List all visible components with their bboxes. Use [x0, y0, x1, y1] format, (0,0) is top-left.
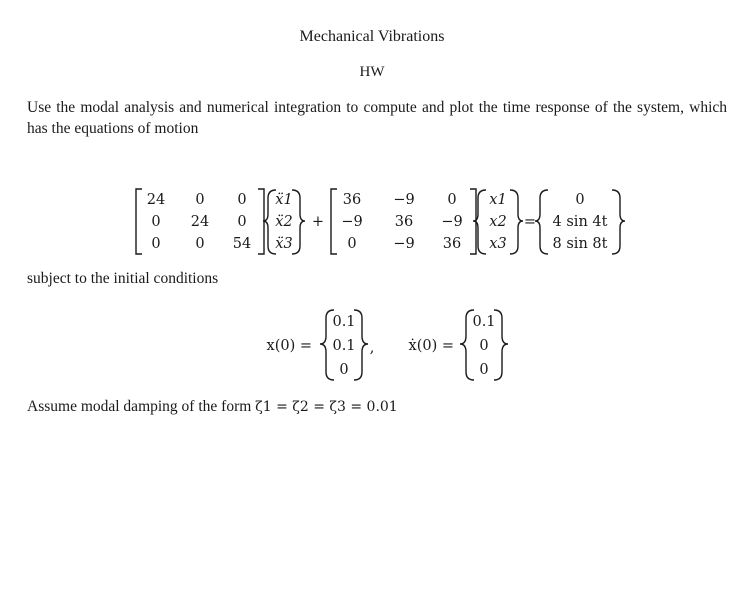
matrix-cell: −9	[393, 236, 415, 252]
vector-entry: x3	[489, 236, 507, 252]
intro-paragraph: Use the modal analysis and numerical integration to compute and plot the time response of the system, which has the equations of motion	[27, 99, 727, 137]
matrix-cell: 0	[237, 192, 247, 208]
matrix-cell: 54	[232, 236, 252, 252]
stiffness-matrix-left-bracket	[331, 189, 337, 254]
vector-entry: x2	[489, 214, 507, 230]
displacement-right-brace	[510, 190, 523, 254]
matrix-cell: 24	[146, 192, 166, 208]
acceleration-vector	[275, 192, 292, 252]
subject-text: subject to the initial conditions	[27, 270, 219, 287]
displacement-vector	[489, 192, 506, 252]
stiffness-matrix	[341, 192, 462, 252]
x0-right-brace	[354, 310, 368, 380]
vector-entry: ẍ2	[275, 214, 293, 230]
mass-matrix	[147, 192, 251, 252]
force-right-brace	[612, 190, 625, 254]
document-subtitle: HW	[359, 64, 385, 80]
vector-entry: 8 sin 8t	[552, 236, 608, 252]
vector-entry: 0.1	[472, 314, 496, 330]
mass-matrix-left-bracket	[136, 189, 142, 254]
damping-sentence	[27, 398, 398, 416]
matrix-cell: 0	[447, 192, 457, 208]
matrix-cell: −9	[441, 214, 463, 230]
matrix-cell: −9	[393, 192, 415, 208]
force-vector	[553, 192, 608, 252]
force-left-brace	[535, 190, 548, 254]
equation-of-motion	[0, 176, 744, 268]
matrix-cell: 0	[151, 214, 161, 230]
matrix-cell: 36	[342, 192, 362, 208]
matrix-cell: 0	[237, 214, 247, 230]
v0-label: ẋ(0) =	[408, 338, 454, 354]
vector-entry: x1	[489, 192, 507, 208]
matrix-cell: −9	[341, 214, 363, 230]
acceleration-right-brace	[292, 190, 305, 254]
matrix-cell: 0	[195, 236, 205, 252]
damping-text: Assume modal damping of the form	[27, 398, 252, 415]
vector-entry: 4 sin 4t	[552, 214, 608, 230]
vector-entry: 0	[575, 192, 585, 208]
separator-comma: ,	[369, 340, 375, 356]
vector-entry: 0	[339, 362, 349, 378]
vector-entry: ẍ3	[275, 236, 293, 252]
plus-sign: +	[311, 214, 325, 230]
v0-vector	[472, 314, 495, 378]
vector-entry: 0.1	[332, 314, 356, 330]
document-title: Mechanical Vibrations	[299, 28, 445, 45]
matrix-cell: 36	[394, 214, 414, 230]
initial-conditions	[0, 300, 744, 392]
matrix-cell: 0	[195, 192, 205, 208]
vector-entry: ẍ1	[275, 192, 293, 208]
matrix-cell: 36	[442, 236, 462, 252]
equals-sign: =	[523, 214, 537, 230]
damping-expression: ζ1 = ζ2 = ζ3 = 0.01	[255, 399, 398, 415]
v0-right-brace	[494, 310, 508, 380]
matrix-cell: 0	[347, 236, 357, 252]
x0-label: x(0) =	[266, 338, 312, 354]
vector-entry: 0	[479, 338, 489, 354]
displacement-left-brace	[473, 190, 486, 254]
vector-entry: 0	[479, 362, 489, 378]
matrix-cell: 24	[190, 214, 210, 230]
acceleration-left-brace	[263, 190, 276, 254]
x0-vector	[332, 314, 355, 378]
vector-entry: 0.1	[332, 338, 356, 354]
matrix-cell: 0	[151, 236, 161, 252]
